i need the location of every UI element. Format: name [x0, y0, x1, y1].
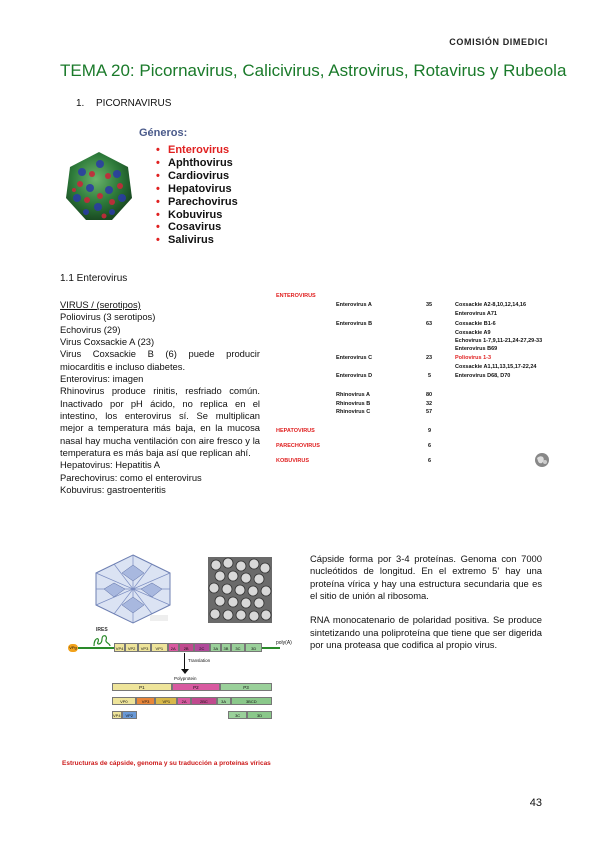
ires-label: IRES — [96, 627, 108, 633]
genus-item: • Hepatovirus — [156, 183, 238, 196]
note-line: Enterovirus: imagen — [60, 373, 144, 385]
genome-segment: VP2 — [125, 643, 138, 652]
note-line: Hepatovirus: Hepatitis A — [60, 459, 161, 471]
table-hepatovirus-label: HEPATOVIRUS — [276, 428, 315, 434]
table-type: Coxsackie B1-6 — [455, 321, 496, 327]
translation-label: Translation — [188, 658, 211, 663]
note-line: Parechovirus: como el enterovirus — [60, 471, 202, 483]
genus-item: • Cosavirus — [156, 221, 238, 234]
genome-bar — [114, 643, 262, 652]
arrow-down-icon — [181, 669, 189, 674]
polyprotein-bar — [112, 683, 272, 691]
polyprotein-segment: P3 — [220, 683, 272, 691]
cleavage-segment: 2BC — [191, 697, 217, 705]
genome-segment: 3C — [231, 643, 246, 652]
ires-structure-icon — [92, 633, 112, 647]
table-row-name: Enterovirus B — [336, 321, 373, 327]
table-row-count: 6 — [428, 443, 432, 449]
note-line: Kobuvirus: gastroenteritis — [60, 484, 166, 496]
genus-item: • Salivirus — [156, 234, 238, 247]
genome-segment: VP3 — [138, 643, 151, 652]
note-line: Rhinovirus produce rinitis, resfriado común. Inactivado por pH ácido, no replica en el intestino, los enterovirus sí. Se multiplican mejor a temperatura más baja, en la mucosa nasal hay mucha ventilación con aire fresco y la temperatura es más baja así que replican ahí. — [60, 385, 260, 459]
cleavage-segment: 2A — [177, 697, 191, 705]
genome-diagram — [62, 626, 292, 756]
globe-icon — [534, 452, 550, 468]
table-row-name: Enterovirus D — [336, 373, 373, 379]
genera-title: Géneros: — [139, 127, 188, 139]
table-row-count: 6 — [428, 458, 432, 464]
table-row-count: 23 — [426, 355, 433, 361]
table-type: Coxsackie A9 — [455, 330, 491, 336]
table-parechovirus-label: PARECHOVIRUS — [276, 443, 320, 449]
genome-notes — [310, 553, 542, 663]
table-type: Enterovirus A71 — [455, 311, 497, 317]
table-row-count: 35 — [426, 302, 433, 308]
subsection-heading: 1.1 Enterovirus — [60, 273, 128, 284]
figure-caption: Estructuras de cápside, genoma y su traducción a proteínas víricas — [62, 760, 271, 767]
genome-segment: 3A — [210, 643, 221, 652]
genus-item: • Aphthovirus — [156, 157, 238, 170]
table-row-count: 5 — [428, 373, 432, 379]
table-row-name: Enterovirus A — [336, 302, 372, 308]
table-type: Enterovirus D68, D70 — [455, 373, 511, 379]
genera-list — [156, 144, 238, 247]
polya-label: poly(A) — [276, 640, 292, 646]
cleavage-segment: 3BCD — [231, 697, 272, 705]
page-title: TEMA 20: Picornavirus, Calicivirus, Astrovirus, Rotavirus y Rubeola — [60, 61, 567, 80]
genome-segment: 2C — [194, 643, 211, 652]
note-line: Virus Coxsackie B (6) puede producir miocarditis e incluso diabetes. — [60, 348, 260, 372]
table-row-name: Rhinovirus B — [336, 401, 371, 407]
table-row-count: 57 — [426, 409, 433, 415]
genome-segment: 2B — [179, 643, 194, 652]
polyprotein-segment: P2 — [172, 683, 220, 691]
table-type: Coxsackie A2-8,10,12,14,16 — [455, 302, 527, 308]
note-line: Poliovirus (3 serotipos) — [60, 311, 156, 323]
cleavage-segment: VP1 — [155, 697, 177, 705]
table-row-count: 63 — [426, 321, 433, 327]
note-line: Echovirus (29) — [60, 323, 121, 335]
table-row-name: Rhinovirus A — [336, 392, 371, 398]
table-type: Echovirus 1-7,9,11-21,24-27,29-33 — [455, 338, 543, 344]
table-type: Coxsackie A1,11,13,15,17-22,24 — [455, 364, 537, 370]
note-line: Virus Coxsackie A (23) — [60, 336, 155, 348]
note-paragraph: Cápside forma por 3-4 proteínas. Genoma con 7000 nucleótidos de longitud. En el extremo 5' hay una proteína vírica y hay una estructura secundaria que es el sitio de unión al ribosoma. — [310, 553, 542, 602]
electron-micrograph-image — [208, 557, 272, 623]
note-paragraph: RNA monocatenario de polaridad positiva. Se produce sintetizando una poliproteína que tiene que ser digerida por una proteasa que codifica al propio virus. — [310, 614, 542, 651]
enterovirus-notes — [60, 299, 260, 497]
genome-segment: 3D — [245, 643, 262, 652]
page-number: 43 — [529, 797, 542, 809]
capsid-structure-diagram — [92, 553, 174, 625]
genus-item: • Parechovirus — [156, 196, 238, 209]
table-type: Enterovirus B69 — [455, 346, 498, 352]
table-type: Poliovirus 1-3 — [455, 355, 492, 361]
genus-item: • Enterovirus — [156, 144, 238, 157]
table-row-name: Enterovirus C — [336, 355, 373, 361]
cleavage-segment: VP2 — [122, 711, 137, 719]
polyprotein-label: Polyprotein — [174, 676, 197, 681]
header-org: COMISIÓN DIMEDICI — [449, 37, 548, 47]
polyprotein-segment: P1 — [112, 683, 172, 691]
table-row-count: 80 — [426, 392, 433, 398]
cleavage-segment: 3D — [247, 711, 272, 719]
genus-item: • Cardiovirus — [156, 170, 238, 183]
cleavage-bar-2 — [112, 711, 272, 719]
cleavage-segment: VP3 — [136, 697, 156, 705]
cleavage-bar-1 — [112, 697, 272, 705]
table-kobuvirus-label: KOBUVIRUS — [276, 458, 310, 464]
genome-segment: 2A — [168, 643, 179, 652]
cleavage-segment: 3C — [228, 711, 247, 719]
table-enterovirus-label: ENTEROVIRUS — [276, 293, 316, 299]
section-heading — [76, 98, 171, 109]
genome-segment: VP1 — [151, 643, 168, 652]
genome-segment: 3B — [221, 643, 230, 652]
table-row-count: 32 — [426, 401, 433, 407]
genome-vpg: VPg — [69, 645, 77, 650]
note-line: VIRUS / (serotipos) — [60, 299, 141, 310]
section-label: PICORNAVIRUS — [96, 98, 172, 109]
genus-item: • Kobuvirus — [156, 209, 238, 222]
picornavirus-particle-image — [62, 150, 136, 224]
cleavage-segment: 3A — [217, 697, 231, 705]
section-number: 1. — [76, 98, 85, 109]
table-row-name: Rhinovirus C — [336, 409, 371, 415]
table-row-count: 9 — [428, 428, 432, 434]
genome-segment: VP4 — [114, 643, 125, 652]
cleavage-segment: VP4 — [113, 713, 121, 718]
cleavage-segment: VP0 — [112, 697, 136, 705]
